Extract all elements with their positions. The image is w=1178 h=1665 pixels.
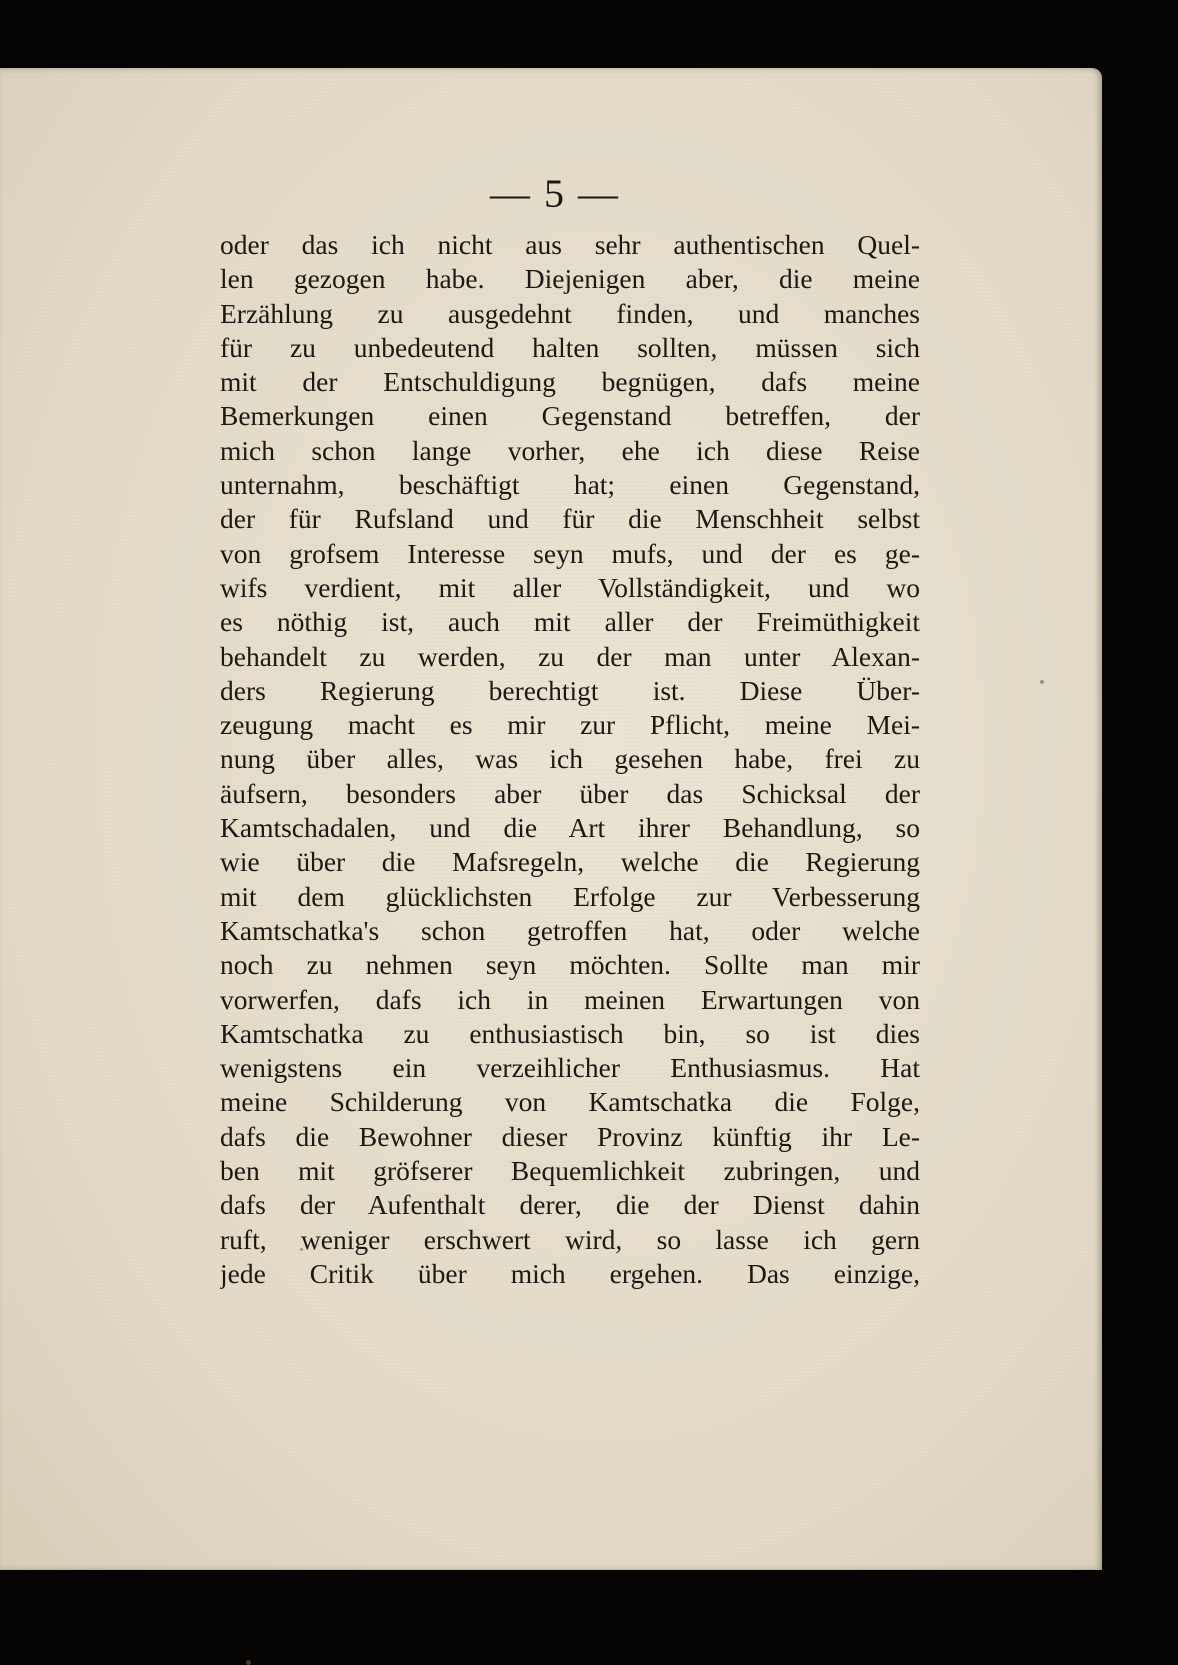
text-line: dafs die Bewohner dieser Provinz künftig ihr Le- <box>220 1120 920 1152</box>
text-line: der für Rufsland und für die Menschheit selbst <box>220 503 920 535</box>
text-line: es nöthig ist, auch mit aller der Freimüthigkeit <box>220 606 920 638</box>
text-line: wie über die Mafsregeln, welche die Regierung <box>220 846 920 878</box>
text-line: zeugung macht es mir zur Pflicht, meine Mei- <box>220 709 920 741</box>
text-line: für zu unbedeutend halten sollten, müssen sich <box>220 331 920 363</box>
page-number: — 5 — <box>490 171 620 216</box>
text-line: behandelt zu werden, zu der man unter Alexan- <box>220 640 920 672</box>
text-line: unternahm, beschäftigt hat; einen Gegenstand, <box>220 469 920 501</box>
text-line: jede Critik über mich ergehen. Das einzige, <box>220 1257 920 1289</box>
text-line: mit dem glücklichsten Erfolge zur Verbesserung <box>220 880 920 912</box>
text-line: Erzählung zu ausgedehnt finden, und manches <box>220 297 920 329</box>
text-line: ruft, weniger erschwert wird, so lasse ich gern <box>220 1223 920 1255</box>
body-text <box>220 228 920 1291</box>
text-line: wenigstens ein verzeihlicher Enthusiasmus. Hat <box>220 1052 920 1084</box>
text-line: Kamtschatka's schon getroffen hat, oder welche <box>220 914 920 946</box>
text-line: Kamtschadalen, und die Art ihrer Behandlung, so <box>220 812 920 844</box>
text-line: mit der Entschuldigung begnügen, dafs meine <box>220 366 920 398</box>
text-line: Kamtschatka zu enthusiastisch bin, so ist dies <box>220 1017 920 1049</box>
text-line: von grofsem Interesse seyn mufs, und der es ge- <box>220 537 920 569</box>
text-line: len gezogen habe. Diejenigen aber, die meine <box>220 263 920 295</box>
text-line: ben mit gröfserer Bequemlichkeit zubringen, und <box>220 1155 920 1187</box>
book-page <box>0 68 1102 1570</box>
text-line: Bemerkungen einen Gegenstand betreffen, der <box>220 400 920 432</box>
text-line: vorwerfen, dafs ich in meinen Erwartungen von <box>220 983 920 1015</box>
text-line: mich schon lange vorher, ehe ich diese Reise <box>220 434 920 466</box>
text-line: meine Schilderung von Kamtschatka die Folge, <box>220 1086 920 1118</box>
text-line: nung über alles, was ich gesehen habe, frei zu <box>220 743 920 775</box>
text-line: wifs verdient, mit aller Vollständigkeit, und wo <box>220 571 920 603</box>
paper-speck <box>246 1660 251 1665</box>
text-line: ders Regierung berechtigt ist. Diese Über- <box>220 674 920 706</box>
text-line: oder das ich nicht aus sehr authentischen Quel- <box>220 229 920 260</box>
text-line: äufsern, besonders aber über das Schicksal der <box>220 777 920 809</box>
paper-speck <box>1040 680 1044 684</box>
text-line: dafs der Aufenthalt derer, die der Dienst dahin <box>220 1189 920 1221</box>
text-line: noch zu nehmen seyn möchten. Sollte man mir <box>220 949 920 981</box>
